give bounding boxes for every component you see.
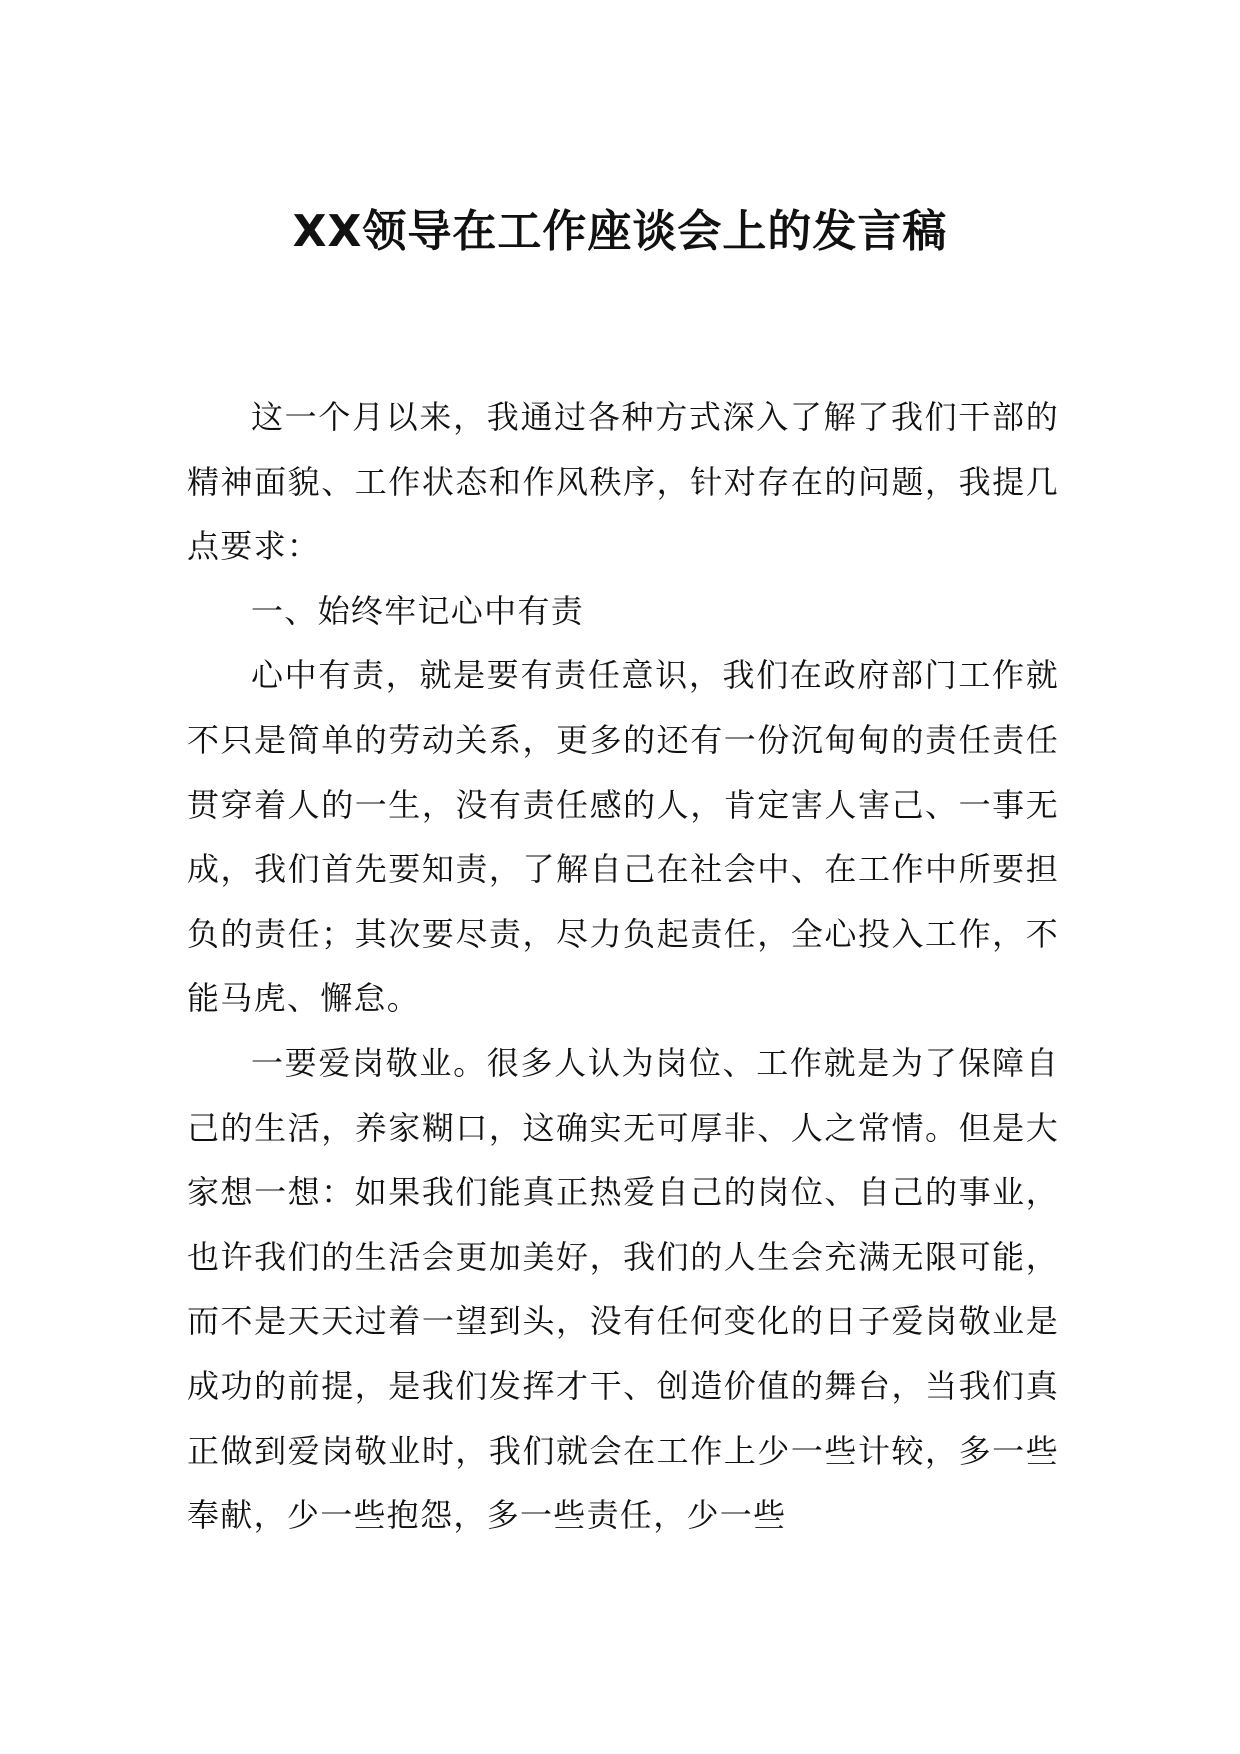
paragraph-intro: 这一个月以来，我通过各种方式深入了解了我们干部的精神面貌、工作状态和作风秩序，针对存在的问题，我提几点要求： [187, 398, 1059, 566]
paragraph-dedication: 一要爱岗敬业。很多人认为岗位、工作就是为了保障自己的生活，养家糊口，这确实无可厚非、人之常情。但是大家想一想：如果我们能真正热爱自己的岗位、自己的事业，也许我们的生活会更加美好，我们的人生会充满无限可能，而不是天天过着一望到头，没有任何变化的日子爱岗敬业是成功的前提，是我们发挥才干、创造价值的舞台，当我们真正做到爱岗敬业时，我们就会在工作上少一些计较，多一些奉献，少一些抱怨，多一些责任，少一些 [187, 1043, 1059, 1535]
document-title: XX领导在工作座谈会上的发言稿 [292, 206, 948, 257]
paragraph-responsibility: 心中有责，就是要有责任意识，我们在政府部门工作就不只是简单的劳动关系，更多的还有一份沉甸甸的责任责任贯穿着人的一生，没有责任感的人，肯定害人害己、一事无成，我们首先要知责，了解自己在社会中、在工作中所要担负的责任；其次要尽责，尽力负起责任，全心投入工作，不能马虎、懈怠。 [187, 656, 1059, 1018]
document-body [187, 385, 1059, 1548]
section-heading-1: 一、始终牢记心中有责 [251, 591, 585, 630]
